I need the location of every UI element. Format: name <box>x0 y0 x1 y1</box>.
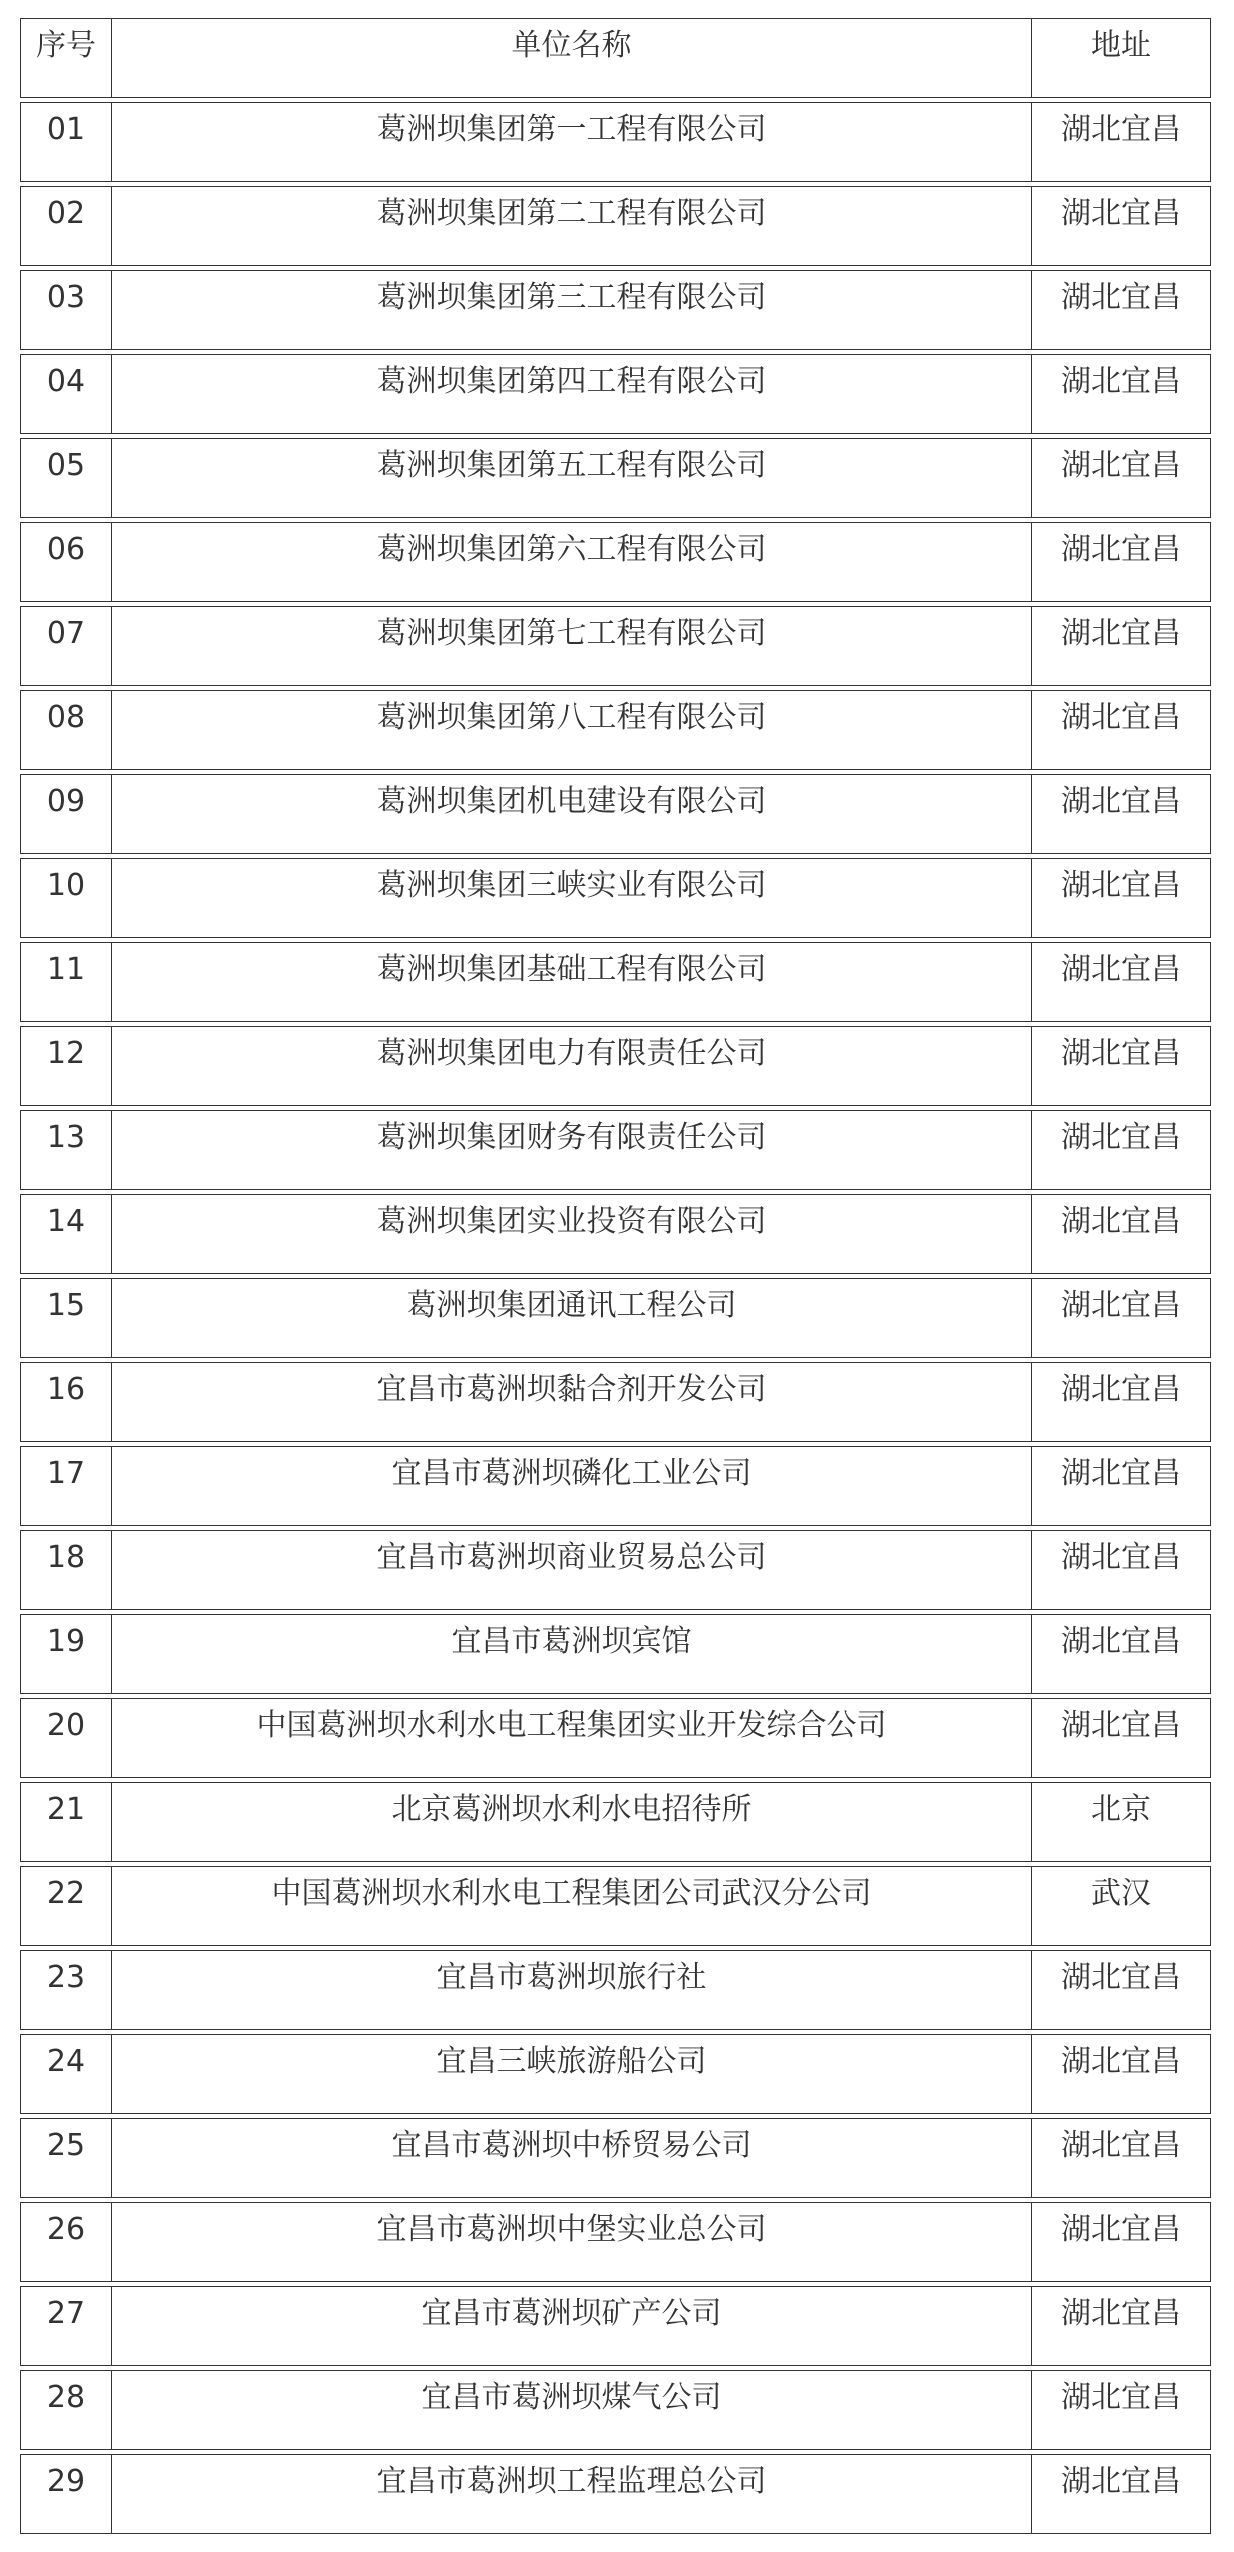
row-address: 湖北宜昌 <box>1032 2370 1211 2450</box>
row-address: 湖北宜昌 <box>1032 522 1211 602</box>
row-address: 湖北宜昌 <box>1032 270 1211 350</box>
table-row <box>20 438 1211 518</box>
row-company-name: 葛洲坝集团电力有限责任公司 <box>112 1026 1032 1106</box>
table-row <box>20 270 1211 350</box>
row-address: 湖北宜昌 <box>1032 354 1211 434</box>
row-serial-number: 29 <box>20 2454 112 2534</box>
row-company-name: 葛洲坝集团基础工程有限公司 <box>112 942 1032 1022</box>
row-address: 湖北宜昌 <box>1032 774 1211 854</box>
row-company-name: 葛洲坝集团第三工程有限公司 <box>112 270 1032 350</box>
row-serial-number: 26 <box>20 2202 112 2282</box>
row-company-name: 宜昌市葛洲坝中桥贸易公司 <box>112 2118 1032 2198</box>
row-address: 湖北宜昌 <box>1032 1362 1211 1442</box>
row-company-name: 宜昌三峡旅游船公司 <box>112 2034 1032 2114</box>
row-address: 湖北宜昌 <box>1032 942 1211 1022</box>
table-row <box>20 2118 1211 2198</box>
table-row <box>20 354 1211 434</box>
row-company-name: 葛洲坝集团通讯工程公司 <box>112 1278 1032 1358</box>
row-serial-number: 21 <box>20 1782 112 1862</box>
row-company-name: 葛洲坝集团第八工程有限公司 <box>112 690 1032 770</box>
table-row <box>20 2034 1211 2114</box>
row-serial-number: 09 <box>20 774 112 854</box>
table-row <box>20 774 1211 854</box>
row-serial-number: 15 <box>20 1278 112 1358</box>
row-address: 湖北宜昌 <box>1032 2118 1211 2198</box>
table-row <box>20 1362 1211 1442</box>
row-company-name: 葛洲坝集团第七工程有限公司 <box>112 606 1032 686</box>
row-address: 湖北宜昌 <box>1032 1110 1211 1190</box>
table-row <box>20 858 1211 938</box>
row-company-name: 葛洲坝集团机电建设有限公司 <box>112 774 1032 854</box>
row-serial-number: 03 <box>20 270 112 350</box>
table-row <box>20 1614 1211 1694</box>
row-company-name: 葛洲坝集团第五工程有限公司 <box>112 438 1032 518</box>
row-address: 湖北宜昌 <box>1032 1950 1211 2030</box>
table-row <box>20 186 1211 266</box>
row-address: 湖北宜昌 <box>1032 1698 1211 1778</box>
row-address: 湖北宜昌 <box>1032 438 1211 518</box>
row-serial-number: 22 <box>20 1866 112 1946</box>
row-serial-number: 19 <box>20 1614 112 1694</box>
table-row <box>20 2202 1211 2282</box>
row-company-name: 宜昌市葛洲坝矿产公司 <box>112 2286 1032 2366</box>
row-address: 湖北宜昌 <box>1032 606 1211 686</box>
row-serial-number: 07 <box>20 606 112 686</box>
table-row <box>20 2370 1211 2450</box>
table-row <box>20 1278 1211 1358</box>
row-address: 湖北宜昌 <box>1032 1194 1211 1274</box>
table-row <box>20 1782 1211 1862</box>
row-serial-number: 20 <box>20 1698 112 1778</box>
row-serial-number: 11 <box>20 942 112 1022</box>
row-serial-number: 14 <box>20 1194 112 1274</box>
row-company-name: 宜昌市葛洲坝煤气公司 <box>112 2370 1032 2450</box>
row-address: 湖北宜昌 <box>1032 102 1211 182</box>
row-address: 湖北宜昌 <box>1032 2034 1211 2114</box>
table-row <box>20 102 1211 182</box>
row-serial-number: 06 <box>20 522 112 602</box>
row-serial-number: 08 <box>20 690 112 770</box>
row-address: 湖北宜昌 <box>1032 2202 1211 2282</box>
row-serial-number: 17 <box>20 1446 112 1526</box>
row-serial-number: 24 <box>20 2034 112 2114</box>
row-company-name: 北京葛洲坝水利水电招待所 <box>112 1782 1032 1862</box>
row-company-name: 葛洲坝集团第二工程有限公司 <box>112 186 1032 266</box>
row-serial-number: 18 <box>20 1530 112 1610</box>
row-address: 湖北宜昌 <box>1032 858 1211 938</box>
row-company-name: 宜昌市葛洲坝黏合剂开发公司 <box>112 1362 1032 1442</box>
row-company-name: 葛洲坝集团实业投资有限公司 <box>112 1194 1032 1274</box>
row-company-name: 中国葛洲坝水利水电工程集团实业开发综合公司 <box>112 1698 1032 1778</box>
row-company-name: 宜昌市葛洲坝宾馆 <box>112 1614 1032 1694</box>
row-company-name: 宜昌市葛洲坝商业贸易总公司 <box>112 1530 1032 1610</box>
table-row <box>20 1698 1211 1778</box>
row-serial-number: 16 <box>20 1362 112 1442</box>
table-row <box>20 1530 1211 1610</box>
table-row <box>20 1866 1211 1946</box>
table-body <box>20 18 1211 2534</box>
row-address: 湖北宜昌 <box>1032 1530 1211 1610</box>
row-address: 北京 <box>1032 1782 1211 1862</box>
header-serial-number: 序号 <box>20 18 112 98</box>
table-row <box>20 1194 1211 1274</box>
row-address: 湖北宜昌 <box>1032 1026 1211 1106</box>
row-address: 湖北宜昌 <box>1032 2454 1211 2534</box>
row-serial-number: 05 <box>20 438 112 518</box>
row-serial-number: 02 <box>20 186 112 266</box>
row-serial-number: 25 <box>20 2118 112 2198</box>
row-address: 湖北宜昌 <box>1032 1614 1211 1694</box>
header-company-name: 单位名称 <box>112 18 1032 98</box>
row-serial-number: 27 <box>20 2286 112 2366</box>
row-serial-number: 01 <box>20 102 112 182</box>
row-serial-number: 23 <box>20 1950 112 2030</box>
row-serial-number: 12 <box>20 1026 112 1106</box>
row-address: 湖北宜昌 <box>1032 690 1211 770</box>
table-row <box>20 522 1211 602</box>
row-company-name: 葛洲坝集团第四工程有限公司 <box>112 354 1032 434</box>
row-company-name: 宜昌市葛洲坝中堡实业总公司 <box>112 2202 1032 2282</box>
row-company-name: 中国葛洲坝水利水电工程集团公司武汉分公司 <box>112 1866 1032 1946</box>
row-serial-number: 28 <box>20 2370 112 2450</box>
row-address: 湖北宜昌 <box>1032 186 1211 266</box>
table-row <box>20 2286 1211 2366</box>
table-header-row <box>20 18 1211 98</box>
row-company-name: 葛洲坝集团财务有限责任公司 <box>112 1110 1032 1190</box>
row-serial-number: 13 <box>20 1110 112 1190</box>
row-address: 武汉 <box>1032 1866 1211 1946</box>
row-address: 湖北宜昌 <box>1032 2286 1211 2366</box>
row-serial-number: 10 <box>20 858 112 938</box>
company-table-container <box>20 18 1211 2538</box>
table-row <box>20 690 1211 770</box>
row-address: 湖北宜昌 <box>1032 1278 1211 1358</box>
table-row <box>20 942 1211 1022</box>
company-table <box>20 14 1211 2538</box>
row-serial-number: 04 <box>20 354 112 434</box>
table-row <box>20 1026 1211 1106</box>
table-row <box>20 606 1211 686</box>
row-company-name: 宜昌市葛洲坝旅行社 <box>112 1950 1032 2030</box>
header-address: 地址 <box>1032 18 1211 98</box>
table-row <box>20 1950 1211 2030</box>
row-address: 湖北宜昌 <box>1032 1446 1211 1526</box>
table-row <box>20 2454 1211 2534</box>
table-row <box>20 1110 1211 1190</box>
row-company-name: 宜昌市葛洲坝磷化工业公司 <box>112 1446 1032 1526</box>
row-company-name: 葛洲坝集团第六工程有限公司 <box>112 522 1032 602</box>
table-row <box>20 1446 1211 1526</box>
row-company-name: 宜昌市葛洲坝工程监理总公司 <box>112 2454 1032 2534</box>
row-company-name: 葛洲坝集团第一工程有限公司 <box>112 102 1032 182</box>
row-company-name: 葛洲坝集团三峡实业有限公司 <box>112 858 1032 938</box>
